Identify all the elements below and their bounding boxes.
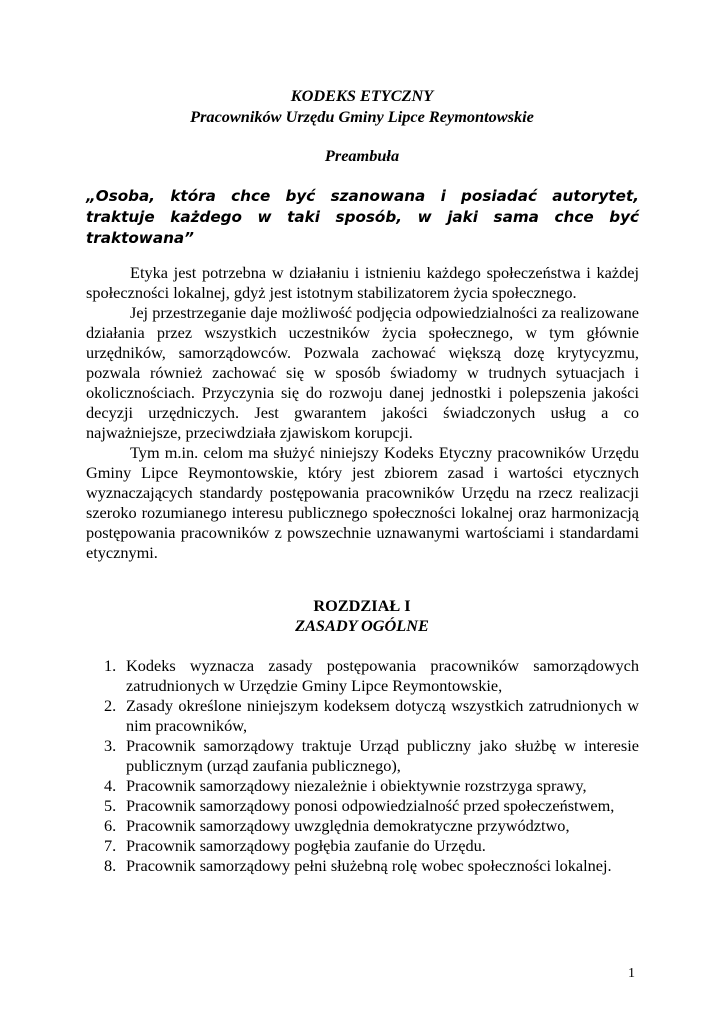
list-item <box>104 856 639 876</box>
paragraph: Tym m.in. celom ma służyć niniejszy Kodeks Etyczny pracowników Urzędu Gminy Lipce Reymontowskie, który jest zbiorem zasad i wartości etycznych wyznaczających standardy postępowania pracowników Urzędu na rzecz realizacji szeroko rozumianego interesu publicznego społeczności lokalnej oraz harmonizacją postępowania pracowników z powszechnie uznawanymi wartościami i standardami etycznymi. <box>86 443 639 562</box>
list-number: 8. <box>104 856 117 875</box>
list-number: 3. <box>104 736 117 755</box>
list-item-text: Pracownik samorządowy ponosi odpowiedzialność przed społeczeństwem, <box>126 796 615 815</box>
list-item-text: Pracownik samorządowy pogłębia zaufanie do Urzędu. <box>126 836 486 855</box>
document-title: KODEKS ETYCZNY <box>290 86 434 105</box>
motto-quote: „Osoba, która chce być szanowana i posiadać autorytet, traktuje każdego w taki sposób, w jaki sama chce być traktowana” <box>86 187 639 247</box>
list-item <box>104 776 639 796</box>
list-item <box>104 836 639 856</box>
list-number: 5. <box>104 796 117 815</box>
paragraph: Etyka jest potrzebna w działaniu i istnieniu każdego społeczeństwa i każdej społeczności lokalnej, gdyż jest istotnym stabilizatorem życia społecznego. <box>86 263 639 302</box>
list-item-text: Pracownik samorządowy pełni służebną rolę wobec społeczności lokalnej. <box>126 856 612 875</box>
paragraph: Jej przestrzeganie daje możliwość podjęcia odpowiedzialności za realizowane działania przez wszystkich uczestników życia społecznego, w tym głównie urzędników, samorządowców. Pozwala zachować większą dozę krytycyzmu, pozwala również zachować się w sposób świadomy w trudnych sytuacjach i okolicznościach. Przyczynia się do rozwoju danej jednostki i polepszenia jakości decyzji urzędniczych. Jest gwarantem jakości świadczonych usług a co najważniejsze, przeciwdziała zjawiskom korupcji. <box>86 303 639 442</box>
list-number: 1. <box>104 656 117 675</box>
list-item <box>104 736 639 776</box>
list-item-text: Pracownik samorządowy uwzględnia demokratyczne przywództwo, <box>126 816 570 835</box>
list-number: 6. <box>104 816 117 835</box>
chapter-title: ROZDZIAŁ I <box>313 596 411 615</box>
preamble-body <box>86 263 639 563</box>
list-number: 7. <box>104 836 117 855</box>
list-item <box>104 816 639 836</box>
list-item <box>104 696 639 736</box>
list-item-text: Pracownik samorządowy traktuje Urząd publiczny jako służbę w interesie publicznym (urząd zaufania publicznego), <box>126 736 639 775</box>
chapter-subtitle: ZASADY OGÓLNE <box>295 616 429 635</box>
page-number: 1 <box>628 966 635 981</box>
list-item <box>104 796 639 816</box>
list-item-text: Zasady określone niniejszym kodeksem dotyczą wszystkich zatrudnionych w nim pracowników, <box>126 696 639 735</box>
rules-list <box>104 656 639 876</box>
preamble-heading: Preambuła <box>324 146 400 165</box>
document-subtitle: Pracowników Urzędu Gminy Lipce Reymontowskie <box>190 107 534 126</box>
list-number: 2. <box>104 696 117 715</box>
list-item <box>104 656 639 696</box>
list-item-text: Kodeks wyznacza zasady postępowania pracowników samorządowych zatrudnionych w Urzędzie Gminy Lipce Reymontowskie, <box>126 656 639 695</box>
list-item-text: Pracownik samorządowy niezależnie i obiektywnie rozstrzyga sprawy, <box>126 776 587 795</box>
list-number: 4. <box>104 776 117 795</box>
